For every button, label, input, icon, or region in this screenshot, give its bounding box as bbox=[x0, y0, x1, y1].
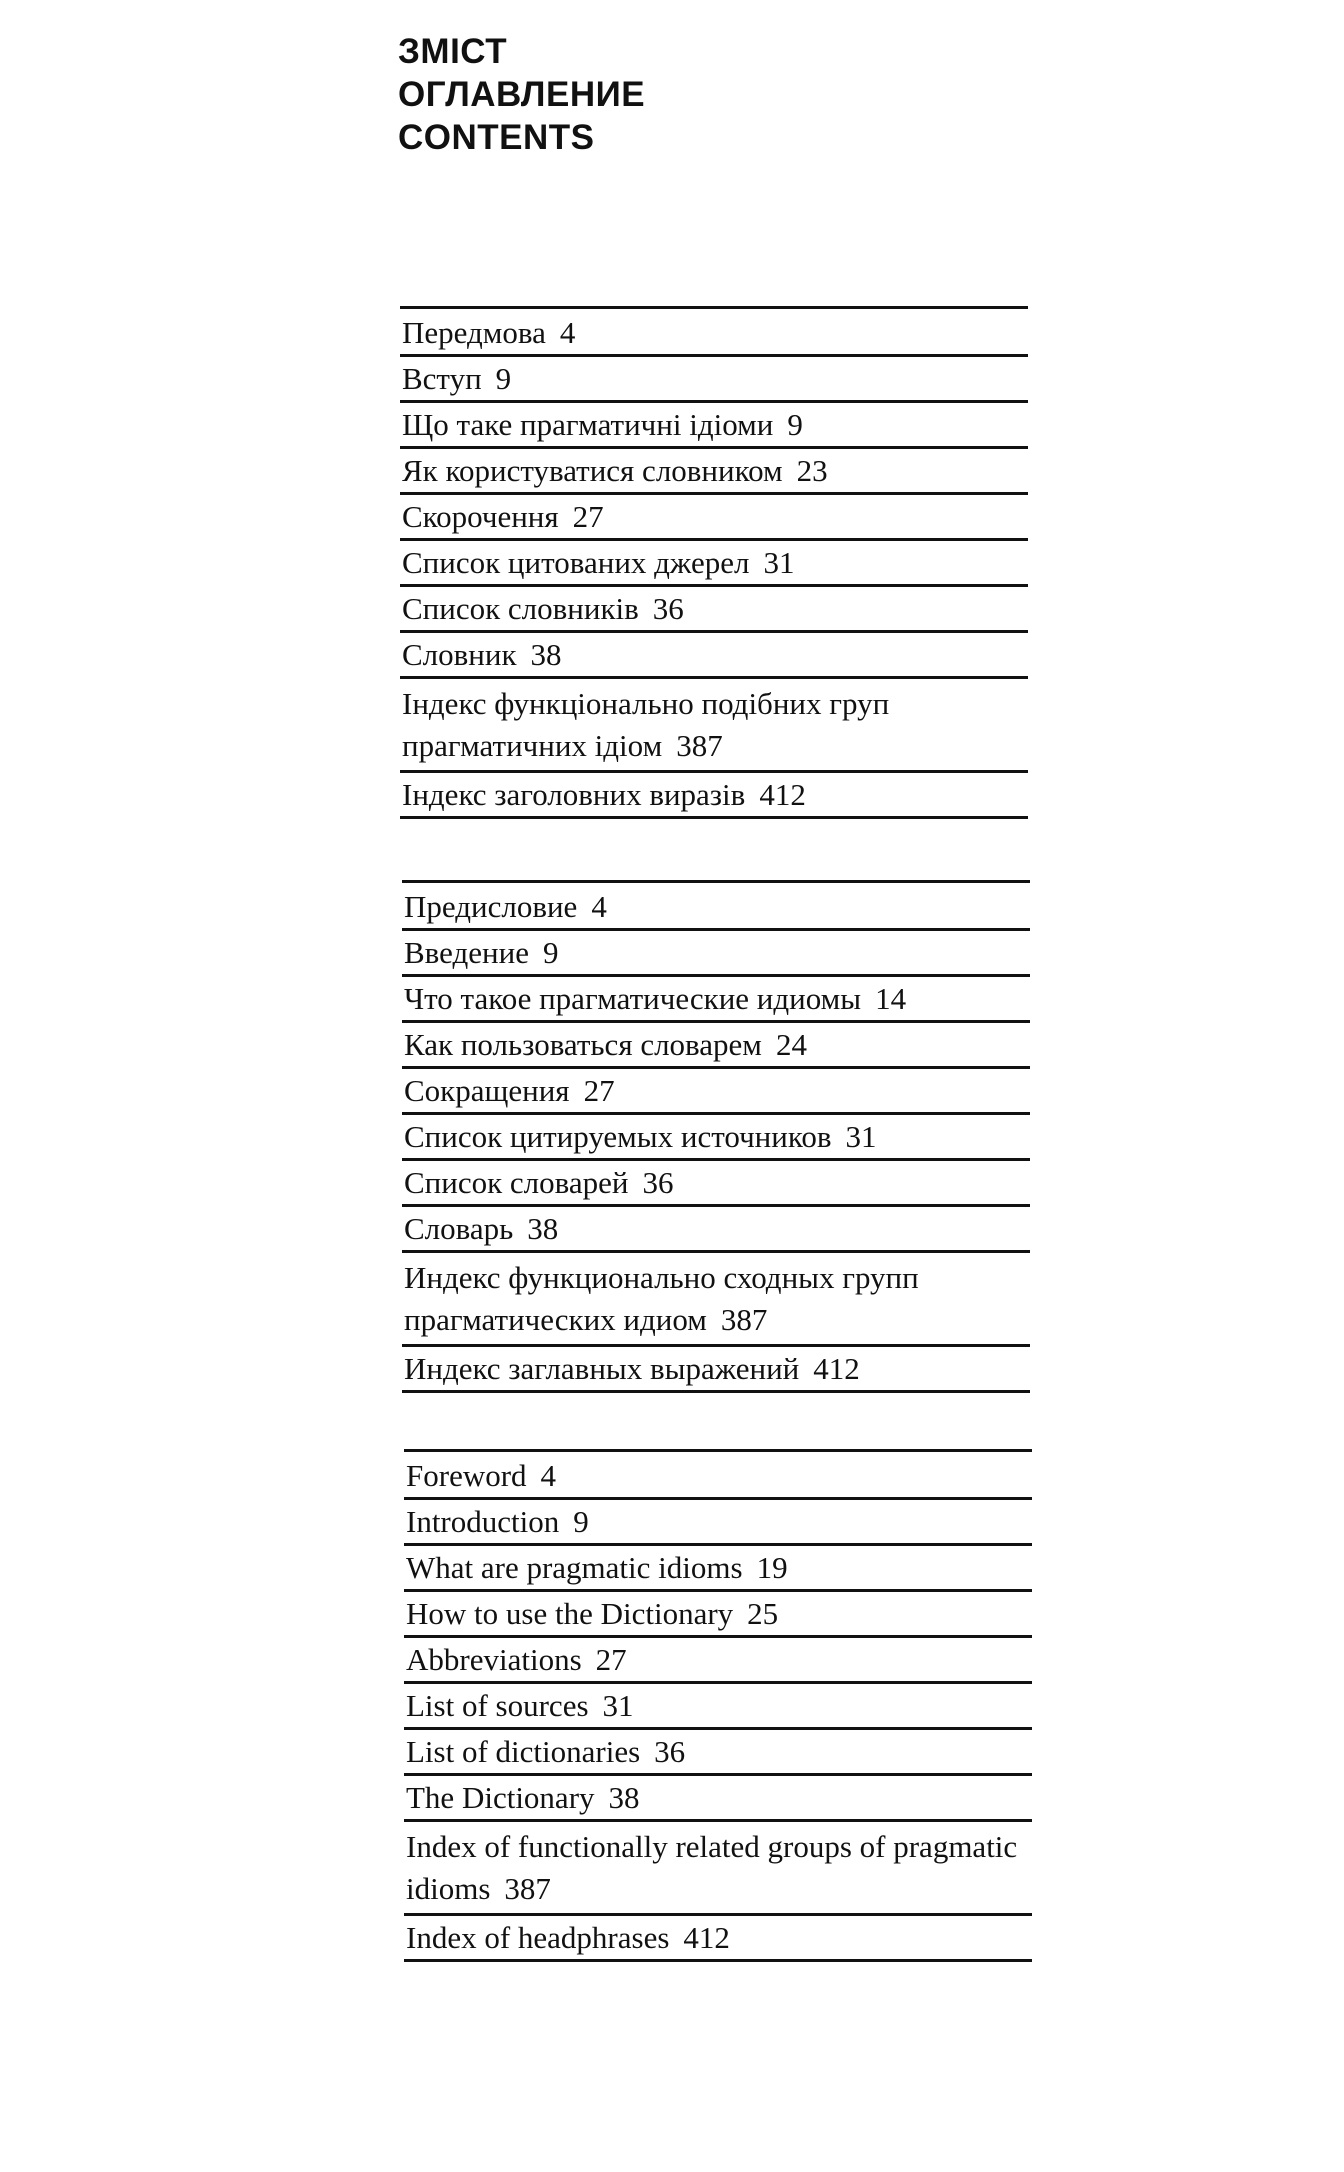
toc-entry-page: 27 bbox=[572, 499, 604, 534]
toc-entry-page: 36 bbox=[654, 1734, 686, 1769]
toc-entry bbox=[400, 633, 1028, 679]
toc-entry-page: 387 bbox=[720, 1302, 768, 1337]
toc-entry bbox=[404, 1592, 1032, 1638]
toc-entry-page: 31 bbox=[763, 545, 795, 580]
toc-entry bbox=[400, 403, 1028, 449]
toc-entry bbox=[402, 1347, 1030, 1393]
toc-entry-page: 412 bbox=[759, 777, 806, 812]
toc-entry-title: Що таке прагматичні ідіоми bbox=[402, 407, 774, 442]
toc-entry-title: The Dictionary bbox=[406, 1780, 595, 1815]
toc-entry-page: 25 bbox=[747, 1596, 779, 1631]
toc-entry-page: 38 bbox=[527, 1211, 559, 1246]
toc-entry bbox=[402, 1115, 1030, 1161]
toc-entry bbox=[402, 1207, 1030, 1253]
toc-entry-title: Как пользоваться словарем bbox=[404, 1027, 762, 1062]
toc-entry bbox=[402, 977, 1030, 1023]
toc-entry-page: 14 bbox=[875, 981, 907, 1016]
toc-entry-title: Скорочення bbox=[402, 499, 559, 534]
section-top-rule bbox=[402, 880, 1030, 883]
toc-entry-title: Словник bbox=[402, 637, 517, 672]
toc-entry-page: 27 bbox=[595, 1642, 627, 1677]
toc-entry bbox=[402, 1069, 1030, 1115]
toc-entry-page: 4 bbox=[540, 1458, 557, 1493]
toc-entry-title: Список словників bbox=[402, 591, 639, 626]
toc-entry-title: List of sources bbox=[406, 1688, 589, 1723]
toc-entry-title: Введение bbox=[404, 935, 529, 970]
heading-ukrainian: ЗМІСТ bbox=[398, 32, 508, 71]
toc-entry-page: 38 bbox=[530, 637, 562, 672]
toc-entry-page: 4 bbox=[591, 889, 607, 924]
toc-entry-title: Сокращения bbox=[404, 1073, 570, 1108]
toc-entry bbox=[404, 1822, 1032, 1916]
heading-russian: ОГЛАВЛЕНИЕ bbox=[398, 75, 646, 114]
toc-entry bbox=[404, 1916, 1032, 1962]
toc-entry-title: What are pragmatic idioms bbox=[406, 1550, 743, 1585]
toc-entry-title: List of dictionaries bbox=[406, 1734, 641, 1769]
section-top-rule bbox=[404, 1449, 1032, 1452]
toc-entry-title: Індекс функціонально подібних груп прагматичних ідіом bbox=[402, 686, 890, 763]
toc-entry bbox=[402, 1161, 1030, 1207]
toc-entry-title: Вступ bbox=[402, 361, 482, 396]
toc-entry-page: 9 bbox=[573, 1504, 589, 1539]
toc-entry bbox=[402, 885, 1030, 931]
toc-entry-title: Словарь bbox=[404, 1211, 514, 1246]
toc-entry-page: 36 bbox=[652, 591, 684, 626]
toc-entry-page: 23 bbox=[796, 453, 828, 488]
toc-entry-page: 412 bbox=[813, 1351, 860, 1386]
toc-entry-page: 31 bbox=[602, 1688, 634, 1723]
toc-entry-title: How to use the Dictionary bbox=[406, 1596, 734, 1631]
toc-entry-title: Foreword bbox=[406, 1458, 527, 1493]
toc-entry-page: 19 bbox=[756, 1550, 788, 1585]
toc-entry bbox=[400, 357, 1028, 403]
contents-heading bbox=[398, 30, 645, 159]
toc-entry-title: Index of headphrases bbox=[406, 1920, 670, 1955]
toc-entry-page: 31 bbox=[845, 1119, 877, 1154]
toc-entry-page: 9 bbox=[495, 361, 512, 396]
toc-entry-title: Передмова bbox=[402, 315, 546, 350]
toc-entry bbox=[400, 449, 1028, 495]
toc-entry bbox=[404, 1684, 1032, 1730]
toc-entry-page: 4 bbox=[559, 315, 576, 350]
toc-entry bbox=[400, 495, 1028, 541]
toc-section-russian bbox=[402, 880, 1030, 1393]
toc-entry-title: Abbreviations bbox=[406, 1642, 582, 1677]
toc-entry bbox=[404, 1730, 1032, 1776]
toc-entry-page: 36 bbox=[642, 1165, 674, 1200]
toc-entry-page: 9 bbox=[542, 935, 559, 970]
toc-entry bbox=[404, 1776, 1032, 1822]
toc-entry-page: 412 bbox=[683, 1920, 730, 1955]
toc-entry bbox=[404, 1546, 1032, 1592]
toc-entry-title: Introduction bbox=[406, 1504, 560, 1539]
toc-entry-title: Что такое прагматические идиомы bbox=[404, 981, 862, 1016]
toc-entry-title: Index of functionally related groups of pragmatic idioms bbox=[406, 1829, 1018, 1906]
heading-english: CONTENTS bbox=[398, 118, 595, 157]
toc-entry-title: Индекс функционально сходных групп прагматических идиом bbox=[404, 1260, 919, 1337]
toc-entry-title: Список цитируемых источников bbox=[404, 1119, 832, 1154]
toc-entry-title: Список словарей bbox=[404, 1165, 629, 1200]
toc-entry-title: Індекс заголовних виразів bbox=[402, 777, 746, 812]
toc-entry-page: 387 bbox=[504, 1871, 551, 1906]
toc-entry-title: Список цитованих джерел bbox=[402, 545, 750, 580]
toc-entry bbox=[402, 1023, 1030, 1069]
toc-entry bbox=[400, 541, 1028, 587]
section-top-rule bbox=[400, 306, 1028, 309]
toc-entry-page: 9 bbox=[787, 407, 803, 442]
toc-entry bbox=[404, 1454, 1032, 1500]
toc-section-english bbox=[404, 1449, 1032, 1962]
toc-entry-page: 387 bbox=[676, 728, 723, 763]
toc-entry bbox=[402, 1253, 1030, 1347]
toc-entry-page: 27 bbox=[583, 1073, 615, 1108]
toc-section-ukrainian bbox=[400, 306, 1028, 819]
toc-entry-title: Индекс заглавных выражений bbox=[404, 1351, 800, 1386]
toc-entry bbox=[400, 311, 1028, 357]
toc-entry-page: 24 bbox=[775, 1027, 807, 1062]
toc-entry bbox=[400, 587, 1028, 633]
toc-entry bbox=[404, 1500, 1032, 1546]
toc-entry bbox=[404, 1638, 1032, 1684]
toc-entry bbox=[400, 773, 1028, 819]
toc-entry-title: Як користуватися словником bbox=[402, 453, 783, 488]
toc-entry bbox=[402, 931, 1030, 977]
toc-entry bbox=[400, 679, 1028, 773]
toc-entry-title: Предисловие bbox=[404, 889, 578, 924]
toc-entry-page: 38 bbox=[608, 1780, 640, 1815]
